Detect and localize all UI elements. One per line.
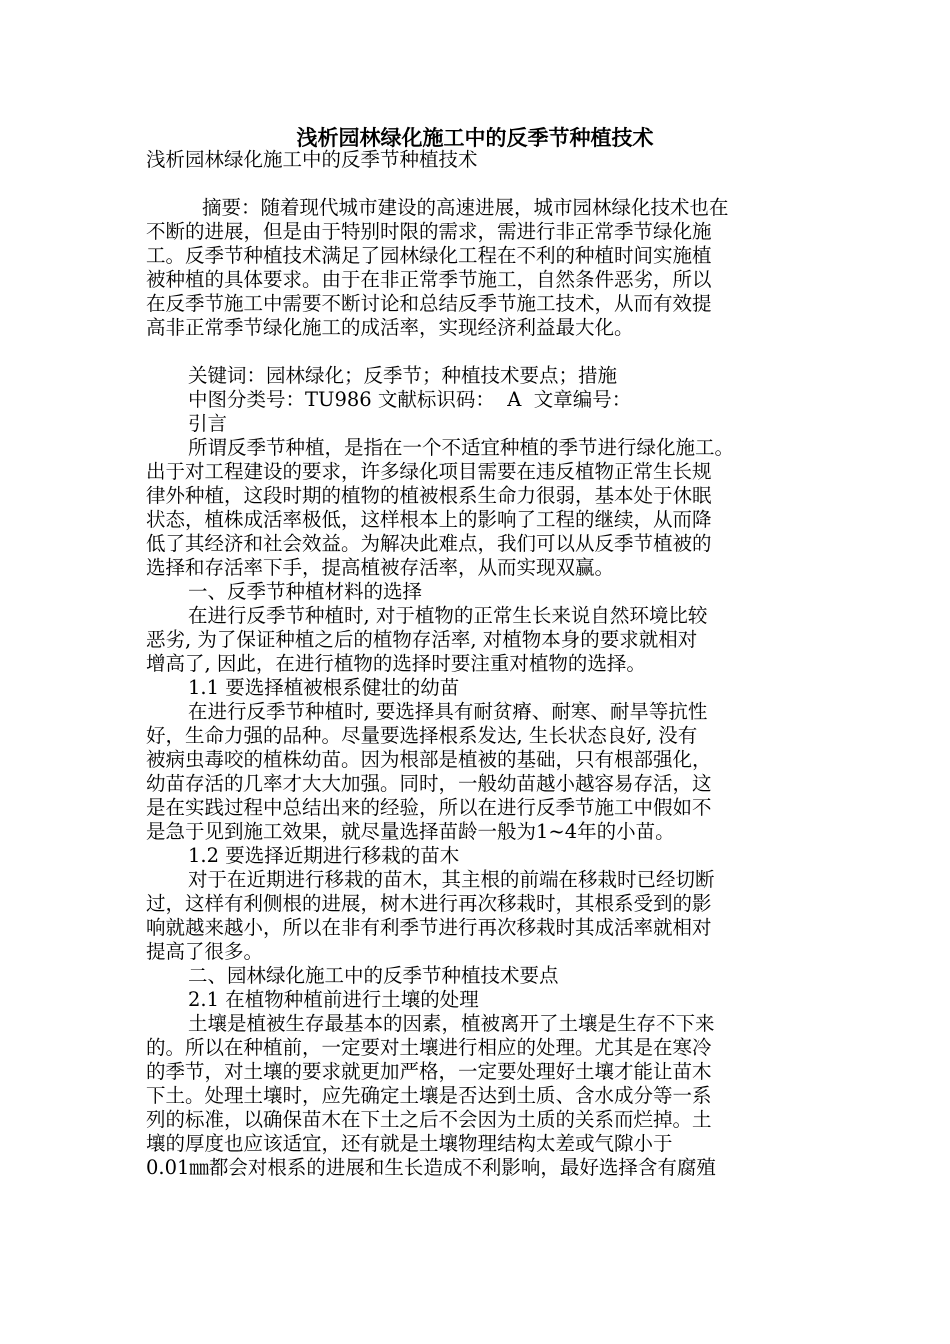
text-line: 选择和存活率下手，提高植被存活率，从而实现双赢。 bbox=[146, 556, 615, 579]
text-line: 下土。处理土壤时，应先确定土壤是否达到土质、含水成分等一系 bbox=[146, 1084, 712, 1107]
text-line: 状态，植株成活率极低，这样根本上的影响了工程的继续，从而降 bbox=[146, 508, 712, 531]
text-line: 过，这样有利侧根的进展，树木进行再次移栽时，其根系受到的影 bbox=[146, 892, 712, 915]
text-line: 的。所以在种植前，一定要对土壤进行相应的处理。尤其是在寒冷 bbox=[146, 1036, 712, 1059]
text-line: 所谓反季节种植，是指在一个不适宜种植的季节进行绿化施工。 bbox=[188, 436, 735, 459]
text-line: 在反季节施工中需要不断讨论和总结反季节施工技术，从而有效提 bbox=[146, 292, 712, 315]
text-line: 中图分类号：TU986 文献标识码： A 文章编号： bbox=[188, 388, 632, 411]
text-line: 增高了, 因此，在进行植物的选择时要注重对植物的选择。 bbox=[146, 652, 646, 675]
text-line: 是急于见到施工效果，就尽量选择苗龄一般为1~4年的小苗。 bbox=[146, 820, 675, 843]
text-line: 工。反季节种植技术满足了园林绿化工程在不利的种植时间实施植 bbox=[146, 244, 712, 267]
text-line: 摘要：随着现代城市建设的高速进展，城市园林绿化技术也在 bbox=[202, 196, 729, 219]
text-line: 1.2 要选择近期进行移栽的苗木 bbox=[188, 844, 460, 867]
document-subtitle: 浅析园林绿化施工中的反季节种植技术 bbox=[146, 148, 478, 171]
text-line: 律外种植，这段时期的植物的植被根系生命力很弱，基本处于休眠 bbox=[146, 484, 712, 507]
text-line: 关键词：园林绿化；反季节；种植技术要点；措施 bbox=[188, 364, 618, 387]
text-line: 一、反季节种植材料的选择 bbox=[188, 580, 423, 603]
text-line: 提高了很多。 bbox=[146, 940, 264, 963]
text-line: 壤的厚度也应该适宜，还有就是土壤物理结构太差或气隙小于 bbox=[146, 1132, 673, 1155]
text-line: 土壤是植被生存最基本的因素，植被离开了土壤是生存不下来 bbox=[188, 1012, 715, 1035]
blank-line bbox=[146, 340, 818, 364]
text-line: 被病虫毒咬的植株幼苗。因为根部是植被的基础，只有根部强化， bbox=[146, 748, 712, 771]
text-line: 不断的进展，但是由于特别时限的需求，需进行非正常季节绿化施 bbox=[146, 220, 712, 243]
document-title: 浅析园林绿化施工中的反季节种植技术 bbox=[296, 126, 654, 150]
text-line: 被种植的具体要求。由于在非正常季节施工，自然条件恶劣，所以 bbox=[146, 268, 712, 291]
text-line: 2.1 在植物种植前进行土壤的处理 bbox=[188, 988, 479, 1011]
text-line: 好，生命力强的品种。尽量要选择根系发达, 生长状态良好, 没有 bbox=[146, 724, 698, 747]
text-line: 在进行反季节种植时, 要选择具有耐贫瘠、耐寒、耐旱等抗性 bbox=[188, 700, 708, 723]
blank-line bbox=[146, 172, 818, 196]
text-line: 1.1 要选择植被根系健壮的幼苗 bbox=[188, 676, 460, 699]
text-line: 对于在近期进行移栽的苗木，其主根的前端在移栽时已经切断 bbox=[188, 868, 715, 891]
text-line: 幼苗存活的几率才大大加强。同时，一般幼苗越小越容易存活，这 bbox=[146, 772, 712, 795]
text-line: 在进行反季节种植时, 对于植物的正常生长来说自然环境比较 bbox=[188, 604, 708, 627]
text-line: 列的标准，以确保苗木在下土之后不会因为土质的关系而烂掉。土 bbox=[146, 1108, 712, 1131]
document-body bbox=[146, 148, 818, 1180]
text-line: 出于对工程建设的要求，许多绿化项目需要在违反植物正常生长规 bbox=[146, 460, 712, 483]
text-line: 0.01㎜都会对根系的进展和生长造成不利影响，最好选择含有腐殖 bbox=[146, 1156, 716, 1179]
text-line: 低了其经济和社会效益。为解决此难点，我们可以从反季节植被的 bbox=[146, 532, 712, 555]
text-line: 二、园林绿化施工中的反季节种植技术要点 bbox=[188, 964, 559, 987]
text-line: 引言 bbox=[188, 412, 228, 435]
text-line: 的季节，对土壤的要求就更加严格，一定要处理好土壤才能让苗木 bbox=[146, 1060, 712, 1083]
text-line: 高非正常季节绿化施工的成活率，实现经济利益最大化。 bbox=[146, 316, 634, 339]
text-line: 是在实践过程中总结出来的经验，所以在进行反季节施工中假如不 bbox=[146, 796, 712, 819]
paragraph-lines bbox=[146, 172, 818, 1180]
text-line: 恶劣, 为了保证种植之后的植物存活率, 对植物本身的要求就相对 bbox=[146, 628, 698, 651]
text-line: 响就越来越小，所以在非有利季节进行再次移栽时其成活率就相对 bbox=[146, 916, 712, 939]
